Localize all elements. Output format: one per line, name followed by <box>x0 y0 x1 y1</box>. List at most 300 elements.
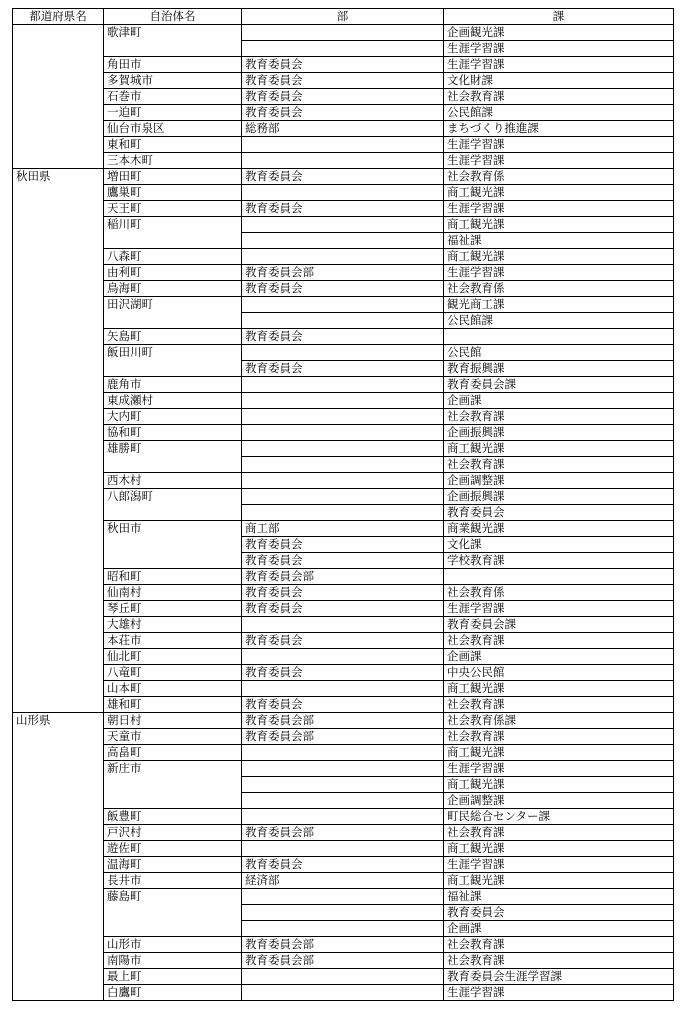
section-cell: 企画振興課 <box>444 425 674 441</box>
prefecture-cell <box>13 905 104 921</box>
municipality-cell <box>104 537 242 553</box>
prefecture-cell <box>13 233 104 249</box>
prefecture-cell <box>13 121 104 137</box>
prefecture-cell <box>13 953 104 969</box>
section-cell: 商工観光課 <box>444 777 674 793</box>
municipality-cell: 白鷹町 <box>104 985 242 1001</box>
section-cell: 教育委員会課 <box>444 617 674 633</box>
department-cell <box>242 473 444 489</box>
municipality-cell: 由利町 <box>104 265 242 281</box>
municipality-cell <box>104 793 242 809</box>
table-row <box>13 633 674 649</box>
table-row <box>13 553 674 569</box>
prefecture-cell <box>13 729 104 745</box>
section-cell: まちづくり推進課 <box>444 121 674 137</box>
prefecture-cell <box>13 617 104 633</box>
section-cell: 社会教育課 <box>444 697 674 713</box>
municipality-cell: 飯豊町 <box>104 809 242 825</box>
department-cell <box>242 841 444 857</box>
prefecture-cell <box>13 921 104 937</box>
municipality-cell: 多賀城市 <box>104 73 242 89</box>
municipality-cell: 天童市 <box>104 729 242 745</box>
table-row <box>13 377 674 393</box>
table-row <box>13 25 674 41</box>
municipality-cell: 山本町 <box>104 681 242 697</box>
municipality-cell: 新庄市 <box>104 761 242 777</box>
section-cell: 教育振興課 <box>444 361 674 377</box>
prefecture-cell <box>13 89 104 105</box>
table-row <box>13 249 674 265</box>
department-cell <box>242 25 444 41</box>
section-cell: 企画調整課 <box>444 793 674 809</box>
table-row <box>13 537 674 553</box>
prefecture-cell <box>13 377 104 393</box>
section-cell: 商工観光課 <box>444 441 674 457</box>
department-cell <box>242 921 444 937</box>
department-cell: 教育委員会 <box>242 633 444 649</box>
section-cell: 生涯学習課 <box>444 761 674 777</box>
table-row <box>13 57 674 73</box>
department-cell: 教育委員会 <box>242 601 444 617</box>
department-cell: 教育委員会 <box>242 201 444 217</box>
prefecture-cell: 秋田県 <box>13 169 104 185</box>
section-cell: 社会教育課 <box>444 937 674 953</box>
municipality-cell <box>104 553 242 569</box>
table-row <box>13 265 674 281</box>
municipality-cell: 遊佐町 <box>104 841 242 857</box>
prefecture-cell <box>13 441 104 457</box>
section-cell: 公民館課 <box>444 105 674 121</box>
municipality-cell: 雄和町 <box>104 697 242 713</box>
prefecture-cell <box>13 585 104 601</box>
table-row <box>13 41 674 57</box>
municipality-cell <box>104 905 242 921</box>
prefecture-cell <box>13 345 104 361</box>
table-row <box>13 745 674 761</box>
prefecture-cell <box>13 265 104 281</box>
prefecture-cell <box>13 697 104 713</box>
header-department: 部 <box>242 9 444 25</box>
municipality-cell: 本荘市 <box>104 633 242 649</box>
table-row <box>13 681 674 697</box>
table-row <box>13 105 674 121</box>
prefecture-cell: 山形県 <box>13 713 104 729</box>
prefecture-cell <box>13 553 104 569</box>
prefecture-cell <box>13 249 104 265</box>
prefecture-cell <box>13 57 104 73</box>
municipality-cell: 昭和町 <box>104 569 242 585</box>
department-cell: 商工部 <box>242 521 444 537</box>
table-row <box>13 969 674 985</box>
municipality-cell: 大内町 <box>104 409 242 425</box>
municipality-cell: 石巻市 <box>104 89 242 105</box>
header-prefecture: 都道府県名 <box>13 9 104 25</box>
department-cell: 教育委員会 <box>242 281 444 297</box>
section-cell: 中央公民館 <box>444 665 674 681</box>
prefecture-cell <box>13 633 104 649</box>
section-cell: 教育委員会生涯学習課 <box>444 969 674 985</box>
section-cell: 生涯学習課 <box>444 265 674 281</box>
municipality-cell: 大雄村 <box>104 617 242 633</box>
prefecture-cell <box>13 777 104 793</box>
department-cell: 総務部 <box>242 121 444 137</box>
prefecture-cell <box>13 857 104 873</box>
table-row <box>13 825 674 841</box>
table-row <box>13 201 674 217</box>
department-cell <box>242 425 444 441</box>
section-cell: 生涯学習課 <box>444 857 674 873</box>
prefecture-cell <box>13 841 104 857</box>
section-cell: 社会教育係 <box>444 281 674 297</box>
municipality-cell: 温海町 <box>104 857 242 873</box>
table-row <box>13 137 674 153</box>
municipality-cell: 協和町 <box>104 425 242 441</box>
department-cell: 教育委員会部 <box>242 953 444 969</box>
department-cell: 教育委員会部 <box>242 713 444 729</box>
department-cell: 教育委員会部 <box>242 825 444 841</box>
table-row <box>13 985 674 1001</box>
prefecture-cell <box>13 329 104 345</box>
municipality-cell: 仙台市泉区 <box>104 121 242 137</box>
section-cell: 生涯学習課 <box>444 985 674 1001</box>
prefecture-cell <box>13 105 104 121</box>
table-row <box>13 313 674 329</box>
prefecture-cell <box>13 761 104 777</box>
department-cell <box>242 441 444 457</box>
table-row <box>13 329 674 345</box>
prefecture-cell <box>13 969 104 985</box>
department-cell: 教育委員会 <box>242 585 444 601</box>
section-cell: 企画観光課 <box>444 25 674 41</box>
section-cell: 学校教育課 <box>444 553 674 569</box>
section-cell: 教育委員会 <box>444 905 674 921</box>
prefecture-cell <box>13 505 104 521</box>
prefecture-cell <box>13 281 104 297</box>
section-cell: 生涯学習課 <box>444 201 674 217</box>
department-cell: 教育委員会 <box>242 105 444 121</box>
table-row <box>13 73 674 89</box>
prefecture-cell <box>13 313 104 329</box>
municipality-cell: 秋田市 <box>104 521 242 537</box>
section-cell: 社会教育係 <box>444 585 674 601</box>
table-row <box>13 873 674 889</box>
prefecture-cell <box>13 745 104 761</box>
municipality-cell: 高畠町 <box>104 745 242 761</box>
section-cell: 福祉課 <box>444 233 674 249</box>
prefecture-cell <box>13 937 104 953</box>
municipality-cell: 飯田川町 <box>104 345 242 361</box>
section-cell: 企画課 <box>444 393 674 409</box>
section-cell: 社会教育課 <box>444 89 674 105</box>
prefecture-cell <box>13 473 104 489</box>
prefecture-cell <box>13 793 104 809</box>
table-row <box>13 569 674 585</box>
department-cell <box>242 985 444 1001</box>
prefecture-cell <box>13 393 104 409</box>
department-cell <box>242 297 444 313</box>
section-cell: 社会教育係 <box>444 169 674 185</box>
municipality-cell <box>104 457 242 473</box>
department-cell <box>242 905 444 921</box>
section-cell: 商工観光課 <box>444 841 674 857</box>
section-cell: 企画振興課 <box>444 489 674 505</box>
table-row <box>13 649 674 665</box>
department-cell <box>242 617 444 633</box>
prefecture-cell <box>13 409 104 425</box>
prefecture-cell <box>13 185 104 201</box>
department-cell: 教育委員会 <box>242 329 444 345</box>
prefecture-cell <box>13 73 104 89</box>
municipality-cell: 戸沢村 <box>104 825 242 841</box>
section-cell: 社会教育課 <box>444 825 674 841</box>
table-row <box>13 153 674 169</box>
table-row <box>13 921 674 937</box>
department-cell <box>242 377 444 393</box>
section-cell: 商工観光課 <box>444 745 674 761</box>
department-cell: 教育委員会 <box>242 537 444 553</box>
table-row <box>13 665 674 681</box>
prefecture-cell <box>13 361 104 377</box>
department-cell: 教育委員会 <box>242 89 444 105</box>
table-row <box>13 793 674 809</box>
municipality-cell <box>104 361 242 377</box>
municipality-cell: 鳥海町 <box>104 281 242 297</box>
department-cell <box>242 793 444 809</box>
table-row <box>13 217 674 233</box>
prefecture-cell <box>13 201 104 217</box>
municipality-cell <box>104 41 242 57</box>
department-cell: 教育委員会 <box>242 361 444 377</box>
prefecture-cell <box>13 521 104 537</box>
prefecture-cell <box>13 985 104 1001</box>
municipality-cell <box>104 921 242 937</box>
section-cell: 商工観光課 <box>444 185 674 201</box>
table-row <box>13 457 674 473</box>
municipality-cell: 東和町 <box>104 137 242 153</box>
municipality-cell: 鷹巣町 <box>104 185 242 201</box>
prefecture-cell <box>13 537 104 553</box>
table-row <box>13 505 674 521</box>
section-cell: 観光商工課 <box>444 297 674 313</box>
table-row <box>13 889 674 905</box>
municipality-cell: 山形市 <box>104 937 242 953</box>
table-row <box>13 233 674 249</box>
department-cell <box>242 889 444 905</box>
municipality-cell: 一迫町 <box>104 105 242 121</box>
table-row <box>13 953 674 969</box>
department-cell: 教育委員会 <box>242 73 444 89</box>
table-row <box>13 281 674 297</box>
prefecture-cell <box>13 681 104 697</box>
department-cell <box>242 249 444 265</box>
department-cell <box>242 153 444 169</box>
table-row <box>13 489 674 505</box>
table-row <box>13 809 674 825</box>
section-cell: 社会教育係課 <box>444 713 674 729</box>
municipality-cell: 増田町 <box>104 169 242 185</box>
section-cell: 生涯学習課 <box>444 153 674 169</box>
table-row <box>13 169 674 185</box>
department-cell: 教育委員会 <box>242 553 444 569</box>
department-cell: 教育委員会 <box>242 697 444 713</box>
municipality-cell: 藤島町 <box>104 889 242 905</box>
table-row <box>13 425 674 441</box>
table-row <box>13 297 674 313</box>
department-cell <box>242 681 444 697</box>
section-cell: 福祉課 <box>444 889 674 905</box>
prefecture-cell <box>13 457 104 473</box>
section-cell: 商業観光課 <box>444 521 674 537</box>
section-cell: 社会教育課 <box>444 633 674 649</box>
municipality-cell: 鹿角市 <box>104 377 242 393</box>
table-row <box>13 857 674 873</box>
department-cell <box>242 217 444 233</box>
section-cell: 生涯学習課 <box>444 137 674 153</box>
table-row <box>13 617 674 633</box>
section-cell: 文化課 <box>444 537 674 553</box>
department-cell <box>242 745 444 761</box>
table-row <box>13 345 674 361</box>
municipality-cell: 南陽市 <box>104 953 242 969</box>
municipality-cell <box>104 233 242 249</box>
municipality-cell: 八郎潟町 <box>104 489 242 505</box>
municipality-cell <box>104 505 242 521</box>
section-cell: 商工観光課 <box>444 873 674 889</box>
section-cell: 生涯学習課 <box>444 57 674 73</box>
department-cell <box>242 489 444 505</box>
municipality-cell: 仙南村 <box>104 585 242 601</box>
section-cell: 社会教育課 <box>444 457 674 473</box>
municipality-cell: 朝日村 <box>104 713 242 729</box>
municipality-cell: 雄勝町 <box>104 441 242 457</box>
prefecture-cell <box>13 649 104 665</box>
prefecture-cell <box>13 25 104 41</box>
table-row <box>13 409 674 425</box>
municipality-cell: 八森町 <box>104 249 242 265</box>
prefecture-cell <box>13 889 104 905</box>
table-row <box>13 713 674 729</box>
department-cell <box>242 969 444 985</box>
section-cell: 企画課 <box>444 649 674 665</box>
prefecture-cell <box>13 425 104 441</box>
section-cell: 社会教育課 <box>444 729 674 745</box>
department-cell: 教育委員会部 <box>242 569 444 585</box>
section-cell: 社会教育課 <box>444 953 674 969</box>
department-cell: 教育委員会 <box>242 169 444 185</box>
prefecture-cell <box>13 601 104 617</box>
municipality-cell: 東成瀬村 <box>104 393 242 409</box>
department-cell <box>242 777 444 793</box>
table-row <box>13 905 674 921</box>
section-cell: 町民総合センター課 <box>444 809 674 825</box>
section-cell <box>444 329 674 345</box>
municipality-cell: 天王町 <box>104 201 242 217</box>
department-cell <box>242 185 444 201</box>
table-row <box>13 841 674 857</box>
municipality-cell: 稲川町 <box>104 217 242 233</box>
department-cell <box>242 41 444 57</box>
prefecture-cell <box>13 569 104 585</box>
table-row <box>13 697 674 713</box>
table-row <box>13 121 674 137</box>
table-row <box>13 393 674 409</box>
department-cell <box>242 137 444 153</box>
table-row <box>13 361 674 377</box>
section-cell: 社会教育課 <box>444 409 674 425</box>
prefecture-cell <box>13 825 104 841</box>
section-cell: 商工観光課 <box>444 681 674 697</box>
municipality-cell: 最上町 <box>104 969 242 985</box>
municipality-cell <box>104 777 242 793</box>
header-municipality: 自治体名 <box>104 9 242 25</box>
department-cell <box>242 505 444 521</box>
section-cell: 生涯学習課 <box>444 601 674 617</box>
municipality-department-table <box>12 8 674 1001</box>
municipality-cell: 矢島町 <box>104 329 242 345</box>
municipality-cell: 八竜町 <box>104 665 242 681</box>
section-cell: 企画調整課 <box>444 473 674 489</box>
header-section: 課 <box>444 9 674 25</box>
table-row <box>13 777 674 793</box>
municipality-cell: 田沢湖町 <box>104 297 242 313</box>
department-cell: 教育委員会 <box>242 665 444 681</box>
department-cell <box>242 649 444 665</box>
table-row <box>13 185 674 201</box>
section-cell: 公民館課 <box>444 313 674 329</box>
table-row <box>13 601 674 617</box>
municipality-cell: 歌津町 <box>104 25 242 41</box>
department-cell: 教育委員会部 <box>242 729 444 745</box>
prefecture-cell <box>13 137 104 153</box>
table-row <box>13 761 674 777</box>
municipality-cell: 琴丘町 <box>104 601 242 617</box>
table-row <box>13 585 674 601</box>
table-row <box>13 89 674 105</box>
municipality-cell: 長井市 <box>104 873 242 889</box>
section-cell: 教育委員会 <box>444 505 674 521</box>
table-body <box>13 25 674 1001</box>
prefecture-cell <box>13 665 104 681</box>
header-row <box>13 9 674 25</box>
department-cell <box>242 313 444 329</box>
department-cell: 教育委員会 <box>242 857 444 873</box>
prefecture-cell <box>13 297 104 313</box>
municipality-cell: 角田市 <box>104 57 242 73</box>
section-cell: 教育委員会課 <box>444 377 674 393</box>
section-cell <box>444 569 674 585</box>
municipality-cell: 三本木町 <box>104 153 242 169</box>
department-cell <box>242 761 444 777</box>
municipality-cell <box>104 313 242 329</box>
department-cell <box>242 409 444 425</box>
prefecture-cell <box>13 489 104 505</box>
table-row <box>13 441 674 457</box>
department-cell <box>242 809 444 825</box>
municipality-cell: 仙北町 <box>104 649 242 665</box>
prefecture-cell <box>13 41 104 57</box>
department-cell <box>242 457 444 473</box>
prefecture-cell <box>13 217 104 233</box>
prefecture-cell <box>13 153 104 169</box>
table-row <box>13 937 674 953</box>
department-cell: 教育委員会部 <box>242 265 444 281</box>
prefecture-cell <box>13 809 104 825</box>
department-cell: 教育委員会部 <box>242 937 444 953</box>
prefecture-cell <box>13 873 104 889</box>
section-cell: 企画課 <box>444 921 674 937</box>
section-cell: 商工観光課 <box>444 217 674 233</box>
department-cell <box>242 345 444 361</box>
